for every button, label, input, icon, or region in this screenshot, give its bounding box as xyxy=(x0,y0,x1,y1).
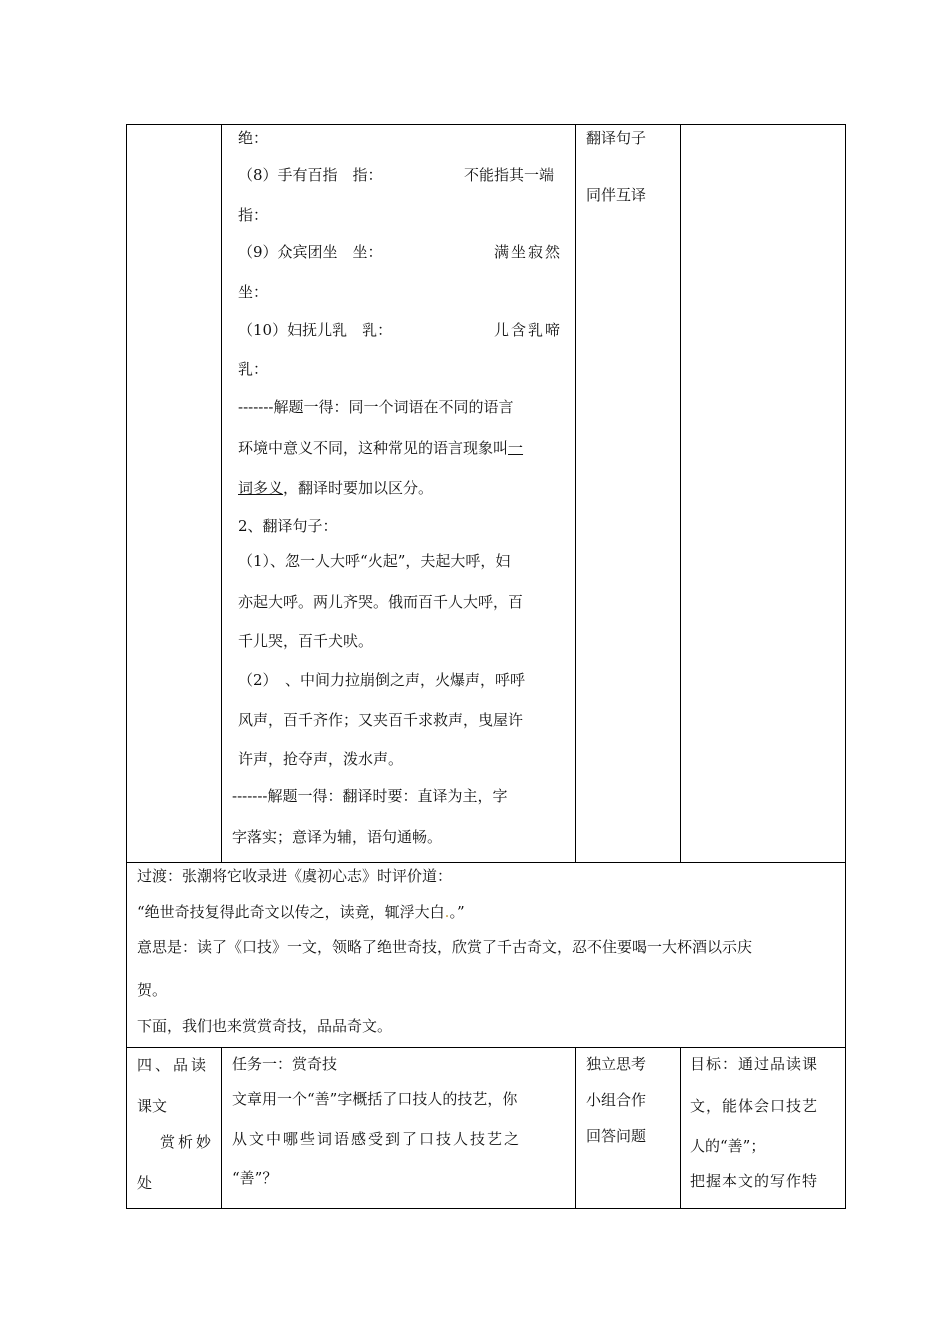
stage-title: 赏析妙 xyxy=(160,1133,215,1151)
column-divider xyxy=(575,1047,576,1209)
method-label: 回答问题 xyxy=(586,1127,647,1145)
text-line: （9）众宾团坐 坐： xyxy=(238,243,383,261)
stage-title: 处 xyxy=(137,1174,153,1192)
method-label: 同伴互译 xyxy=(586,186,647,204)
goal-text: 人的“善”； xyxy=(690,1137,766,1155)
column-divider xyxy=(221,124,222,862)
text-line: （8）手有百指 指： xyxy=(238,166,383,184)
column-divider xyxy=(680,1047,681,1209)
goal-text: 目标：通过品读课 xyxy=(690,1055,819,1073)
task-text: 从文中哪些词语感受到了口技人技艺之 xyxy=(232,1130,522,1148)
text-line xyxy=(238,438,523,458)
text-line xyxy=(238,478,433,498)
stage-title: 课文 xyxy=(137,1097,168,1115)
text-line: 不能指其一端 xyxy=(464,166,555,184)
goal-text: 把握本文的写作特 xyxy=(690,1172,819,1190)
text-line: 风声，百千齐作；又夹百千求救声，曳屋许 xyxy=(238,711,524,729)
text-line: （2） 、中间力拉崩倒之声，火爆声，呼呼 xyxy=(238,671,526,689)
underlined-term: 一 xyxy=(508,439,524,457)
transition-line: 过渡：张潮将它收录进《虞初心志》时评价道： xyxy=(137,867,453,885)
task-title: 任务一：赏奇技 xyxy=(232,1055,338,1073)
text-line: 乳： xyxy=(238,360,269,378)
text-line: 儿含乳啼 xyxy=(494,321,563,339)
task-text: 文章用一个“善”字概括了口技人的技艺，你 xyxy=(232,1090,518,1108)
text-line: 满坐寂然 xyxy=(494,243,563,261)
text-segment: ，翻译时要加以区分。 xyxy=(283,479,434,497)
text-segment: 环境中意义不同，这种常见的语言现象叫 xyxy=(238,439,509,457)
goal-text: 文，能体会口技艺 xyxy=(690,1097,819,1115)
method-label: 独立思考 xyxy=(586,1055,647,1073)
quote-text: “绝世奇技复得此奇文以传之，读竟，辄浮大白 xyxy=(137,903,445,921)
column-divider xyxy=(575,124,576,862)
text-line: -------解题一得：翻译时要：直译为主，字 xyxy=(232,787,508,805)
text-line: （1）、忽一人大呼“火起”，夫起大呼，妇 xyxy=(238,552,511,570)
text-line: （10）妇抚儿乳 乳： xyxy=(238,321,393,339)
text-line: -------解题一得：同一个词语在不同的语言 xyxy=(238,398,514,416)
row-divider xyxy=(126,862,846,863)
transition-line: 下面，我们也来赏赏奇技，品品奇文。 xyxy=(137,1017,393,1035)
text-line: 亦起大呼。两儿齐哭。俄而百千人大呼，百 xyxy=(238,593,524,611)
transition-line: 贺。 xyxy=(137,981,168,999)
mark-dot: . xyxy=(444,903,450,921)
text-line: 绝： xyxy=(238,129,269,147)
text-line: 千儿哭，百千犬吠。 xyxy=(238,632,374,650)
text-line: 指： xyxy=(238,206,269,224)
method-label: 翻译句子 xyxy=(586,129,647,147)
text-line: 2、翻译句子： xyxy=(238,517,338,535)
text-line: 许声，抢夺声，泼水声。 xyxy=(238,750,404,768)
method-label: 小组合作 xyxy=(586,1091,647,1109)
text-line: 坐： xyxy=(238,283,269,301)
transition-line: 意思是：读了《口技》一文，领略了绝世奇技，欣赏了千古奇文，忍不住要喝一大杯酒以示庆 xyxy=(137,938,753,956)
task-text: “善”？ xyxy=(232,1169,278,1187)
column-divider xyxy=(680,124,681,862)
text-line: 字落实；意译为辅，语句通畅。 xyxy=(232,828,443,846)
stage-title: 四、品读 xyxy=(137,1056,210,1074)
underlined-term: 词多义 xyxy=(238,479,284,497)
transition-line xyxy=(137,902,465,922)
quote-end: 。” xyxy=(449,903,465,921)
column-divider xyxy=(221,1047,222,1209)
row-divider xyxy=(126,1047,846,1048)
